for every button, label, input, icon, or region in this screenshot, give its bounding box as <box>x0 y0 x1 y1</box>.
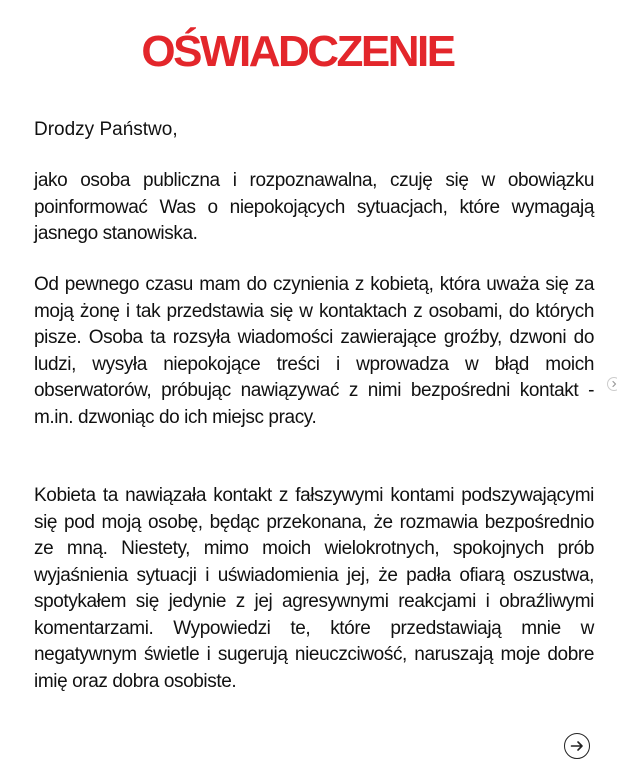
chevron-right-icon <box>610 375 617 393</box>
carousel-next-edge-button[interactable] <box>607 377 617 391</box>
paragraph-3: Kobieta ta nawiązała kontakt z fałszywymi kontami podszywającymi się pod moją osobę, będąc przekonana, że rozmawia bezpośrednio ze mną. Niestety, mimo moich wielokrotnych, spokojnych prób wyjaśnienia sytuacji i uświadomienia jej, że padła ofiarą oszustwa, spotykałem się jedynie z jej agresywnymi reakcjami i obraźliwymi komentarzami. Wypowiedzi te, które przedstawiają mnie w negatywnym świetle i sugerują nieuczciwość, naruszają moje dobre imię oraz dobra osobiste. <box>34 485 594 692</box>
statement-title: OŚWIADCZENIE <box>141 27 454 76</box>
next-page-button[interactable] <box>564 733 590 759</box>
paragraph-2: Od pewnego czasu mam do czynienia z kobietą, która uważa się za moją żonę i tak przedstawia się w kontaktach z osobami, do których pisze. Osoba ta rozsyła wiadomości zawierające groźby, dzwoni do ludzi, wysyła niepokojące treści i wprowadza w błąd moich obserwatorów, próbując nawiązywać z nimi bezpośredni kontakt - m.in. dzwoniąc do ich miejsc pracy. <box>34 274 594 428</box>
paragraph-1: jako osoba publiczna i rozpoznawalna, czuję się w obowiązku poinformować Was o niepokojących sytuacjach, które wymagają jasnego stanowiska. <box>34 170 594 244</box>
greeting: Drodzy Państwo, <box>34 119 178 140</box>
arrow-right-icon <box>570 740 584 752</box>
